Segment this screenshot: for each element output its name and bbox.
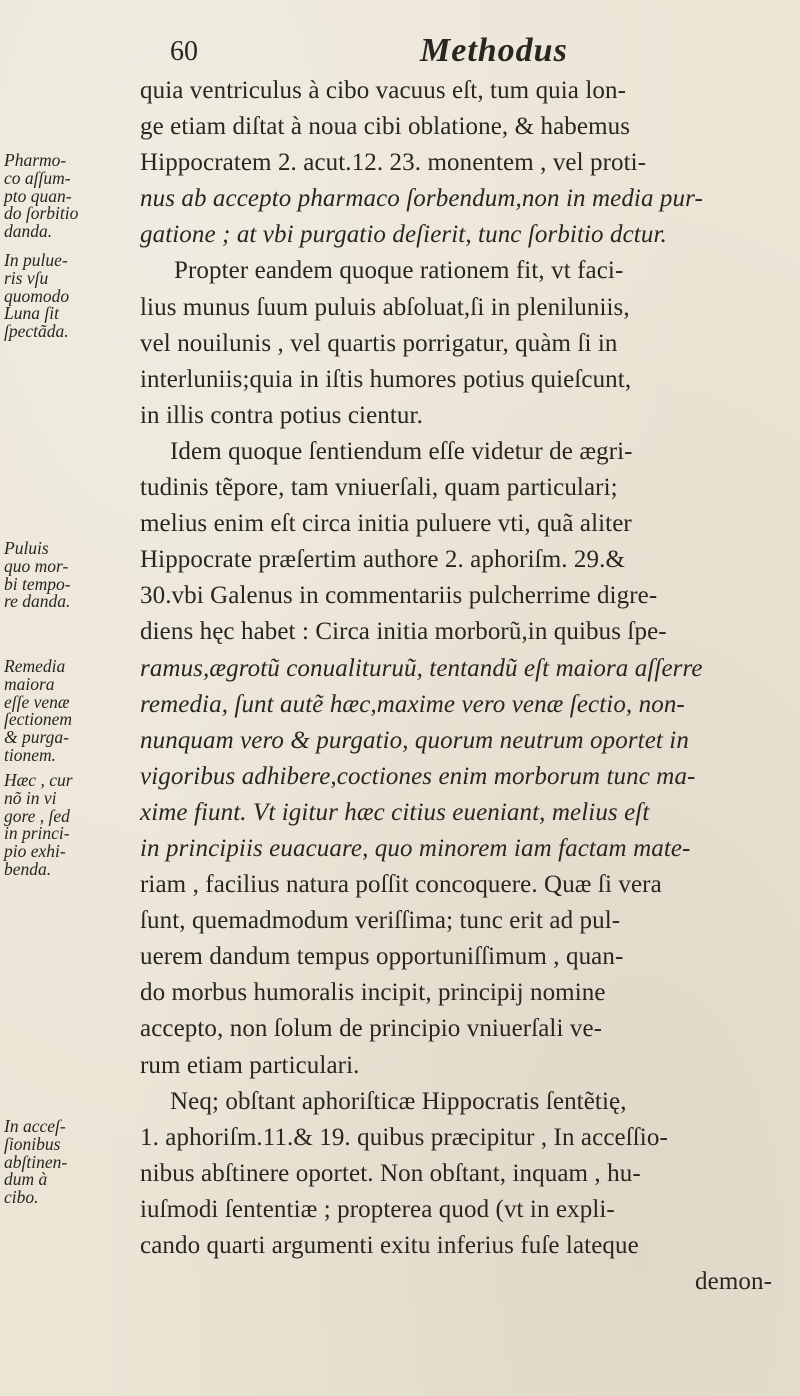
text-line: accepto, non ſolum de principio vniuerſali ve- — [140, 1015, 603, 1043]
text-line: do morbus humoralis incipit, principij nomine — [140, 979, 606, 1007]
margin-note-line: bi tempo- — [4, 573, 71, 594]
text-line: 30.vbi Galenus in commentariis pulcherrime digre- — [140, 582, 658, 610]
running-title: Methodus — [420, 32, 568, 69]
text-line: vigoribus adhibere,coctiones enim morborum tunc ma- — [140, 762, 696, 790]
text-line: vel nouilunis , vel quartis porrigatur, quàm ſi in — [140, 329, 618, 357]
text-line: ſunt, quemadmodum veriſſima; tunc erit ad pul- — [140, 907, 621, 935]
text-line: melius enim eſt circa initia puluere vti, quã aliter — [140, 510, 632, 538]
text-line: ramus,ægrotũ conualituruũ, tentandũ eſt maiora aſſerre — [140, 654, 703, 682]
text-line: Neq; obſtant aphoriſticæ Hippocratis ſentẽtię, — [170, 1087, 627, 1115]
text-line: Propter eandem quoque rationem fit, vt faci- — [174, 257, 624, 285]
margin-note-line: re danda. — [4, 591, 71, 612]
margin-note-line: Puluis — [4, 538, 49, 558]
margin-note-line: & purga- — [4, 727, 69, 748]
margin-note-line: Luna ſit — [4, 303, 59, 324]
margin-note-line: maiora — [4, 673, 55, 694]
margin-note-line: quo mor- — [4, 555, 69, 576]
body-text — [140, 73, 790, 1300]
text-line: iuſmodi ſententiæ ; propterea quod (vt in expli- — [140, 1195, 615, 1223]
margin-note-line: In pulue- — [4, 250, 68, 270]
margin-note-line: ſionibus — [4, 1133, 61, 1154]
text-line: tudinis tẽpore, tam vniuerſali, quam particulari; — [140, 474, 618, 502]
text-line: Hippocrate præſertim authore 2. aphoriſm. 29.& — [140, 546, 626, 574]
text-line: uerem dandum tempus opportuniſſimum , quan- — [140, 943, 624, 971]
margin-note-line: tionem. — [4, 744, 57, 765]
margin-note — [4, 1118, 138, 1207]
margin-note-line: quomodo — [4, 285, 70, 306]
text-line: quia ventriculus à cibo vacuus eſt, tum quia lon- — [140, 77, 627, 104]
margin-note-line: pio exhi- — [4, 841, 66, 862]
text-line: ge etiam diſtat à noua cibi oblatione, & habemus — [140, 113, 631, 141]
margin-note — [4, 540, 138, 611]
margin-note — [4, 772, 138, 879]
text-line: rum etiam particulari. — [140, 1051, 360, 1079]
margin-note-line: cibo. — [4, 1187, 39, 1208]
page-header — [0, 30, 800, 70]
text-line: gatione ; at vbi purgatio deſierit, tunc ſorbitio dctur. — [140, 221, 667, 249]
margin-note-line: ris vſu — [4, 267, 49, 288]
margin-note-line: eſſe venæ — [4, 691, 70, 712]
margin-note — [4, 152, 138, 241]
text-line: remedia, ſunt autẽ hæc,maxime vero venæ ſectio, non- — [140, 690, 685, 718]
margin-note — [4, 658, 138, 765]
margin-note-line: abſtinen- — [4, 1151, 68, 1172]
margin-note-line: do ſorbitio — [4, 203, 79, 224]
text-line: nunquam vero & purgatio, quorum neutrum oportet in — [140, 726, 689, 754]
margin-note-line: Remedia — [4, 656, 66, 676]
margin-note-line: benda. — [4, 858, 52, 879]
text-line: in illis contra potius cientur. — [140, 401, 423, 429]
text-line: riam , facilius natura poſſit concoquere. Quæ ſi vera — [140, 871, 662, 899]
text-line: diens hęc habet : Circa initia morborũ,in quibus ſpe- — [140, 618, 667, 646]
margin-note — [4, 252, 138, 341]
margin-note-line: pto quan- — [4, 185, 72, 206]
text-line: cando quarti argumenti exitu inferius fuſe lateque — [140, 1232, 639, 1259]
margin-note-line: In acceſ- — [4, 1116, 66, 1136]
margin-note-line: gore , ſed — [4, 805, 70, 826]
text-line: 1. aphoriſm.11.& 19. quibus præcipitur , In acceſſio- — [140, 1123, 668, 1151]
text-line: xime fiunt. Vt igitur hæc citius eueniant, melius eſt — [140, 798, 650, 826]
text-line: Hippocratem 2. acut.12. 23. monentem , vel proti- — [140, 149, 647, 177]
page-number: 60 — [170, 36, 198, 67]
text-line: nibus abſtinere oportet. Non obſtant, inquam , hu- — [140, 1159, 641, 1187]
catchword: demon- — [695, 1268, 772, 1296]
text-line: Idem quoque ſentiendum eſſe videtur de ægri- — [170, 437, 633, 465]
text-line: lius munus ſuum puluis abſoluat,ſi in pleniluniis, — [140, 293, 630, 321]
margin-note-line: co aſſum- — [4, 167, 71, 188]
text-line: interluniis;quia in iſtis humores potius quieſcunt, — [140, 365, 632, 393]
text-line: nus ab accepto pharmaco ſorbendum,non in media pur- — [140, 185, 703, 213]
margin-note-line: ſectionem — [4, 709, 73, 730]
margin-note-line: Pharmo- — [4, 150, 67, 170]
margin-note-line: dum à — [4, 1169, 48, 1190]
margin-note-line: danda. — [4, 221, 53, 242]
margin-note-line: Hæc , cur — [4, 770, 73, 790]
margin-note-line: in princi- — [4, 823, 70, 844]
margin-note-line: ſpectãda. — [4, 321, 69, 342]
margin-note-line: nõ in vi — [4, 787, 57, 808]
text-line: in principiis euacuare, quo minorem iam factam mate- — [140, 834, 691, 862]
